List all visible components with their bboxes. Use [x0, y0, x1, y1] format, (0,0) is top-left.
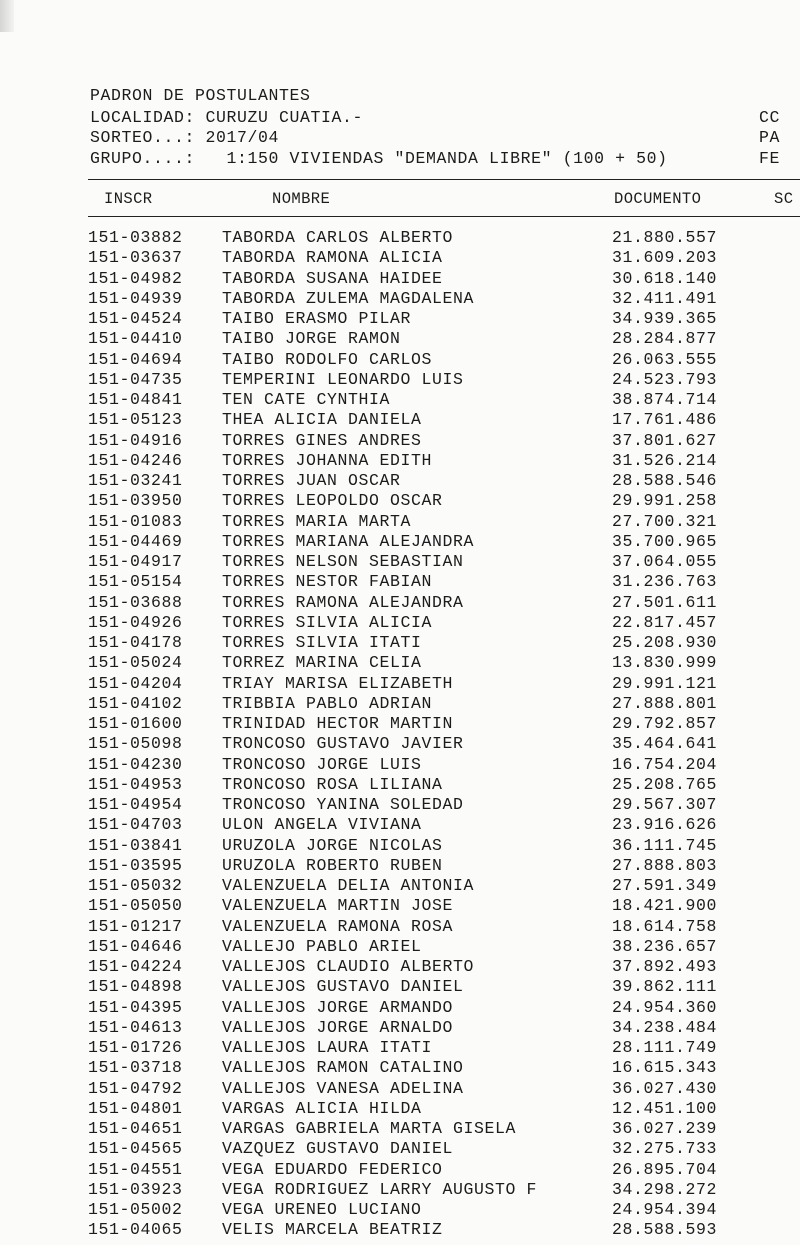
inscr-cell: 151-04953 — [88, 774, 183, 794]
documento-cell: 16.615.343 — [612, 1058, 718, 1078]
documento-cell: 27.501.611 — [612, 592, 718, 612]
nombre-cell: VEGA URENEO LUCIANO — [222, 1200, 422, 1219]
inscr-cell: 151-05154 — [88, 572, 183, 592]
inscr-cell: 151-04613 — [88, 1017, 183, 1037]
nombre-cell: TABORDA ZULEMA MAGDALENA — [222, 288, 475, 308]
inscr-cell: 151-04204 — [88, 673, 183, 693]
nombre-cell: TORRES NELSON SEBASTIAN — [222, 552, 464, 571]
documento-cell: 36.027.239 — [612, 1119, 718, 1138]
documento-cell: 34.238.484 — [612, 1017, 718, 1037]
documento-cell: 35.700.965 — [612, 531, 718, 551]
table-row — [0, 390, 800, 410]
table-row — [0, 977, 800, 997]
inscr-cell: 151-03595 — [88, 855, 183, 875]
table-row — [0, 532, 800, 552]
nombre-cell: TEN CATE CYNTHIA — [222, 390, 391, 409]
table-row — [0, 1038, 800, 1058]
inscr-cell: 151-05002 — [88, 1200, 183, 1219]
documento-cell: 13.830.999 — [612, 653, 718, 673]
inscr-cell: 151-04939 — [88, 288, 183, 308]
inscr-cell: 151-01726 — [88, 1038, 183, 1057]
nombre-cell: URUZOLA ROBERTO RUBEN — [222, 855, 443, 875]
documento-cell: 32.275.733 — [612, 1139, 718, 1159]
nombre-cell: TRONCOSO ROSA LILIANA — [222, 774, 443, 794]
documento-cell: 24.954.360 — [612, 997, 718, 1017]
table-row — [0, 856, 800, 876]
inscr-cell: 151-04898 — [88, 977, 183, 997]
column-header-inscr: INSCR — [104, 190, 153, 208]
table-row — [0, 329, 800, 349]
nombre-cell: TAIBO JORGE RAMON — [222, 329, 401, 349]
table-row — [0, 694, 800, 714]
nombre-cell: TORRES LEOPOLDO OSCAR — [222, 491, 443, 511]
table-row — [0, 1180, 800, 1200]
inscr-cell: 151-05024 — [88, 653, 183, 673]
documento-cell: 23.916.626 — [612, 815, 718, 835]
nombre-cell: TORRES SILVIA ALICIA — [222, 612, 433, 632]
inscr-cell: 151-04102 — [88, 693, 183, 713]
table-row — [0, 613, 800, 633]
inscr-cell: 151-04551 — [88, 1159, 183, 1179]
sorteo-line: SORTEO...: 2017/04 — [90, 128, 280, 147]
nombre-cell: VELIS MARCELA BEATRIZ — [222, 1220, 443, 1240]
documento-cell: 31.236.763 — [612, 572, 718, 592]
inscr-cell: 151-04230 — [88, 754, 183, 774]
nombre-cell: TABORDA RAMONA ALICIA — [222, 248, 443, 268]
nombre-cell: TABORDA CARLOS ALBERTO — [222, 228, 454, 247]
inscr-cell: 151-03637 — [88, 248, 183, 268]
nombre-cell: TRIBBIA PABLO ADRIAN — [222, 693, 433, 713]
inscr-cell: 151-03241 — [88, 471, 183, 490]
nombre-cell: VALLEJOS CLAUDIO ALBERTO — [222, 957, 475, 976]
documento-cell: 24.954.394 — [612, 1200, 718, 1219]
table-row — [0, 572, 800, 592]
nombre-cell: TORRES GINES ANDRES — [222, 430, 422, 450]
table-row — [0, 248, 800, 268]
documento-cell: 34.939.365 — [612, 309, 718, 328]
inscr-cell: 151-03882 — [88, 228, 183, 247]
table-row — [0, 593, 800, 613]
inscr-cell: 151-03841 — [88, 835, 183, 855]
documento-cell: 38.236.657 — [612, 936, 718, 956]
localidad-line: LOCALIDAD: CURUZU CUATIA.- — [90, 108, 364, 127]
inscr-cell: 151-04224 — [88, 957, 183, 976]
inscr-cell: 151-04917 — [88, 552, 183, 571]
inscr-cell: 151-05050 — [88, 896, 183, 916]
documento-cell: 25.208.765 — [612, 774, 718, 794]
right-fragment-2: PA — [759, 128, 781, 147]
inscr-cell: 151-04954 — [88, 795, 183, 814]
right-fragment-1: CC — [759, 108, 781, 127]
table-row — [0, 491, 800, 511]
inscr-cell: 151-04982 — [88, 268, 183, 288]
nombre-cell: VALLEJOS RAMON CATALINO — [222, 1058, 464, 1078]
documento-cell: 36.111.745 — [612, 835, 718, 855]
table-row — [0, 775, 800, 795]
postulantes-list — [0, 228, 800, 1241]
table-row — [0, 653, 800, 673]
table-row — [0, 674, 800, 694]
inscr-cell: 151-04065 — [88, 1220, 183, 1240]
documento-cell: 28.588.546 — [612, 471, 718, 490]
table-row — [0, 734, 800, 754]
inscr-cell: 151-04524 — [88, 309, 183, 328]
table-row — [0, 896, 800, 916]
table-row — [0, 917, 800, 937]
inscr-cell: 151-04926 — [88, 612, 183, 632]
inscr-cell: 151-04410 — [88, 329, 183, 349]
documento-cell: 39.862.111 — [612, 977, 718, 997]
inscr-cell: 151-04916 — [88, 430, 183, 450]
nombre-cell: TRIAY MARISA ELIZABETH — [222, 673, 454, 693]
documento-cell: 35.464.641 — [612, 734, 718, 754]
table-row — [0, 1018, 800, 1038]
inscr-cell: 151-04178 — [88, 633, 183, 652]
nombre-cell: VALLEJOS JORGE ARMANDO — [222, 997, 454, 1017]
header-rule-bottom — [88, 216, 800, 217]
table-row — [0, 1119, 800, 1139]
table-row — [0, 269, 800, 289]
documento-cell: 17.761.486 — [612, 410, 718, 430]
nombre-cell: TEMPERINI LEONARDO LUIS — [222, 369, 464, 389]
inscr-cell: 151-04841 — [88, 390, 183, 409]
table-row — [0, 289, 800, 309]
documento-cell: 26.063.555 — [612, 349, 718, 369]
table-row — [0, 1139, 800, 1159]
documento-cell: 29.567.307 — [612, 795, 718, 814]
inscr-cell: 151-04792 — [88, 1078, 183, 1098]
inscr-cell: 151-01083 — [88, 511, 183, 531]
nombre-cell: TORRES SILVIA ITATI — [222, 633, 422, 652]
documento-cell: 18.421.900 — [612, 896, 718, 916]
nombre-cell: TRONCOSO GUSTAVO JAVIER — [222, 734, 464, 754]
inscr-cell: 151-03688 — [88, 592, 183, 612]
table-row — [0, 1220, 800, 1240]
documento-cell: 26.895.704 — [612, 1159, 718, 1179]
documento-cell: 27.700.321 — [612, 511, 718, 531]
table-row — [0, 350, 800, 370]
table-row — [0, 998, 800, 1018]
nombre-cell: TORRES MARIA MARTA — [222, 511, 412, 531]
inscr-cell: 151-04694 — [88, 349, 183, 369]
documento-cell: 21.880.557 — [612, 228, 718, 247]
table-row — [0, 937, 800, 957]
inscr-cell: 151-04735 — [88, 369, 183, 389]
nombre-cell: VALENZUELA MARTIN JOSE — [222, 896, 454, 916]
nombre-cell: URUZOLA JORGE NICOLAS — [222, 835, 443, 855]
inscr-cell: 151-01600 — [88, 714, 183, 733]
table-row — [0, 957, 800, 977]
nombre-cell: TABORDA SUSANA HAIDEE — [222, 268, 443, 288]
nombre-cell: TORRES RAMONA ALEJANDRA — [222, 592, 464, 612]
column-header-extra: SC — [774, 190, 794, 208]
documento-cell: 28.284.877 — [612, 329, 718, 349]
documento-cell: 29.792.857 — [612, 714, 718, 733]
nombre-cell: VALLEJOS GUSTAVO DANIEL — [222, 977, 464, 997]
table-row — [0, 1099, 800, 1119]
grupo-line: GRUPO....: 1:150 VIVIENDAS "DEMANDA LIBRE" (100 + 50) — [90, 149, 668, 168]
documento-cell: 27.888.801 — [612, 693, 718, 713]
table-row — [0, 228, 800, 248]
inscr-cell: 151-04565 — [88, 1139, 183, 1159]
nombre-cell: VEGA EDUARDO FEDERICO — [222, 1159, 443, 1179]
table-row — [0, 836, 800, 856]
column-header-nombre: NOMBRE — [272, 190, 331, 208]
nombre-cell: THEA ALICIA DANIELA — [222, 410, 422, 430]
nombre-cell: ULON ANGELA VIVIANA — [222, 815, 422, 835]
inscr-cell: 151-03923 — [88, 1179, 183, 1199]
nombre-cell: TRINIDAD HECTOR MARTIN — [222, 714, 454, 733]
nombre-cell: VALLEJOS LAURA ITATI — [222, 1038, 433, 1057]
nombre-cell: TRONCOSO JORGE LUIS — [222, 754, 422, 774]
nombre-cell: TORRES NESTOR FABIAN — [222, 572, 433, 592]
documento-cell: 28.588.593 — [612, 1220, 718, 1240]
inscr-cell: 151-04703 — [88, 815, 183, 835]
right-fragment-3: FE — [759, 149, 781, 168]
documento-cell: 32.411.491 — [612, 288, 718, 308]
table-row — [0, 309, 800, 329]
documento-cell: 29.991.258 — [612, 491, 718, 511]
table-row — [0, 1079, 800, 1099]
table-row — [0, 1200, 800, 1220]
scan-edge-mark — [0, 0, 14, 32]
table-row — [0, 1058, 800, 1078]
table-row — [0, 1160, 800, 1180]
nombre-cell: VAZQUEZ GUSTAVO DANIEL — [222, 1139, 454, 1159]
documento-cell: 25.208.930 — [612, 633, 718, 652]
table-row — [0, 876, 800, 896]
table-row — [0, 795, 800, 815]
table-row — [0, 471, 800, 491]
inscr-cell: 151-05098 — [88, 734, 183, 754]
nombre-cell: VALENZUELA DELIA ANTONIA — [222, 876, 475, 895]
documento-cell: 16.754.204 — [612, 754, 718, 774]
nombre-cell: VALLEJO PABLO ARIEL — [222, 936, 422, 956]
nombre-cell: TAIBO ERASMO PILAR — [222, 309, 412, 328]
documento-cell: 18.614.758 — [612, 916, 718, 936]
nombre-cell: VALENZUELA RAMONA ROSA — [222, 916, 454, 936]
documento-cell: 27.888.803 — [612, 855, 718, 875]
column-header-documento: DOCUMENTO — [614, 190, 702, 208]
inscr-cell: 151-04246 — [88, 450, 183, 470]
documento-cell: 37.801.627 — [612, 430, 718, 450]
documento-cell: 27.591.349 — [612, 876, 718, 895]
nombre-cell: VEGA RODRIGUEZ LARRY AUGUSTO F — [222, 1179, 538, 1199]
documento-cell: 34.298.272 — [612, 1179, 718, 1199]
inscr-cell: 151-01217 — [88, 916, 183, 936]
table-row — [0, 552, 800, 572]
table-row — [0, 410, 800, 430]
documento-cell: 36.027.430 — [612, 1078, 718, 1098]
inscr-cell: 151-04469 — [88, 531, 183, 551]
nombre-cell: TORREZ MARINA CELIA — [222, 653, 422, 673]
documento-cell: 24.523.793 — [612, 369, 718, 389]
table-row — [0, 633, 800, 653]
table-row — [0, 451, 800, 471]
nombre-cell: VARGAS GABRIELA MARTA GISELA — [222, 1119, 517, 1138]
nombre-cell: VALLEJOS JORGE ARNALDO — [222, 1017, 454, 1037]
table-row — [0, 755, 800, 775]
nombre-cell: TRONCOSO YANINA SOLEDAD — [222, 795, 464, 814]
nombre-cell: TAIBO RODOLFO CARLOS — [222, 349, 433, 369]
documento-cell: 31.526.214 — [612, 450, 718, 470]
nombre-cell: TORRES JOHANNA EDITH — [222, 450, 433, 470]
documento-cell: 38.874.714 — [612, 390, 718, 409]
inscr-cell: 151-05032 — [88, 876, 183, 895]
nombre-cell: TORRES JUAN OSCAR — [222, 471, 401, 490]
table-row — [0, 815, 800, 835]
documento-cell: 37.892.493 — [612, 957, 718, 976]
table-row — [0, 512, 800, 532]
inscr-cell: 151-04395 — [88, 997, 183, 1017]
inscr-cell: 151-04651 — [88, 1119, 183, 1138]
nombre-cell: VALLEJOS VANESA ADELINA — [222, 1078, 464, 1098]
documento-cell: 31.609.203 — [612, 248, 718, 268]
inscr-cell: 151-04646 — [88, 936, 183, 956]
table-row — [0, 714, 800, 734]
table-row — [0, 370, 800, 390]
documento-cell: 22.817.457 — [612, 612, 718, 632]
inscr-cell: 151-05123 — [88, 410, 183, 430]
nombre-cell: VARGAS ALICIA HILDA — [222, 1098, 422, 1118]
header-rule-top — [88, 179, 800, 180]
documento-cell: 37.064.055 — [612, 552, 718, 571]
table-row — [0, 431, 800, 451]
document-title: PADRON DE POSTULANTES — [90, 86, 311, 105]
inscr-cell: 151-04801 — [88, 1098, 183, 1118]
documento-cell: 29.991.121 — [612, 673, 718, 693]
documento-cell: 28.111.749 — [612, 1038, 718, 1057]
inscr-cell: 151-03718 — [88, 1058, 183, 1078]
documento-cell: 12.451.100 — [612, 1098, 718, 1118]
inscr-cell: 151-03950 — [88, 491, 183, 511]
documento-cell: 30.618.140 — [612, 268, 718, 288]
nombre-cell: TORRES MARIANA ALEJANDRA — [222, 531, 475, 551]
